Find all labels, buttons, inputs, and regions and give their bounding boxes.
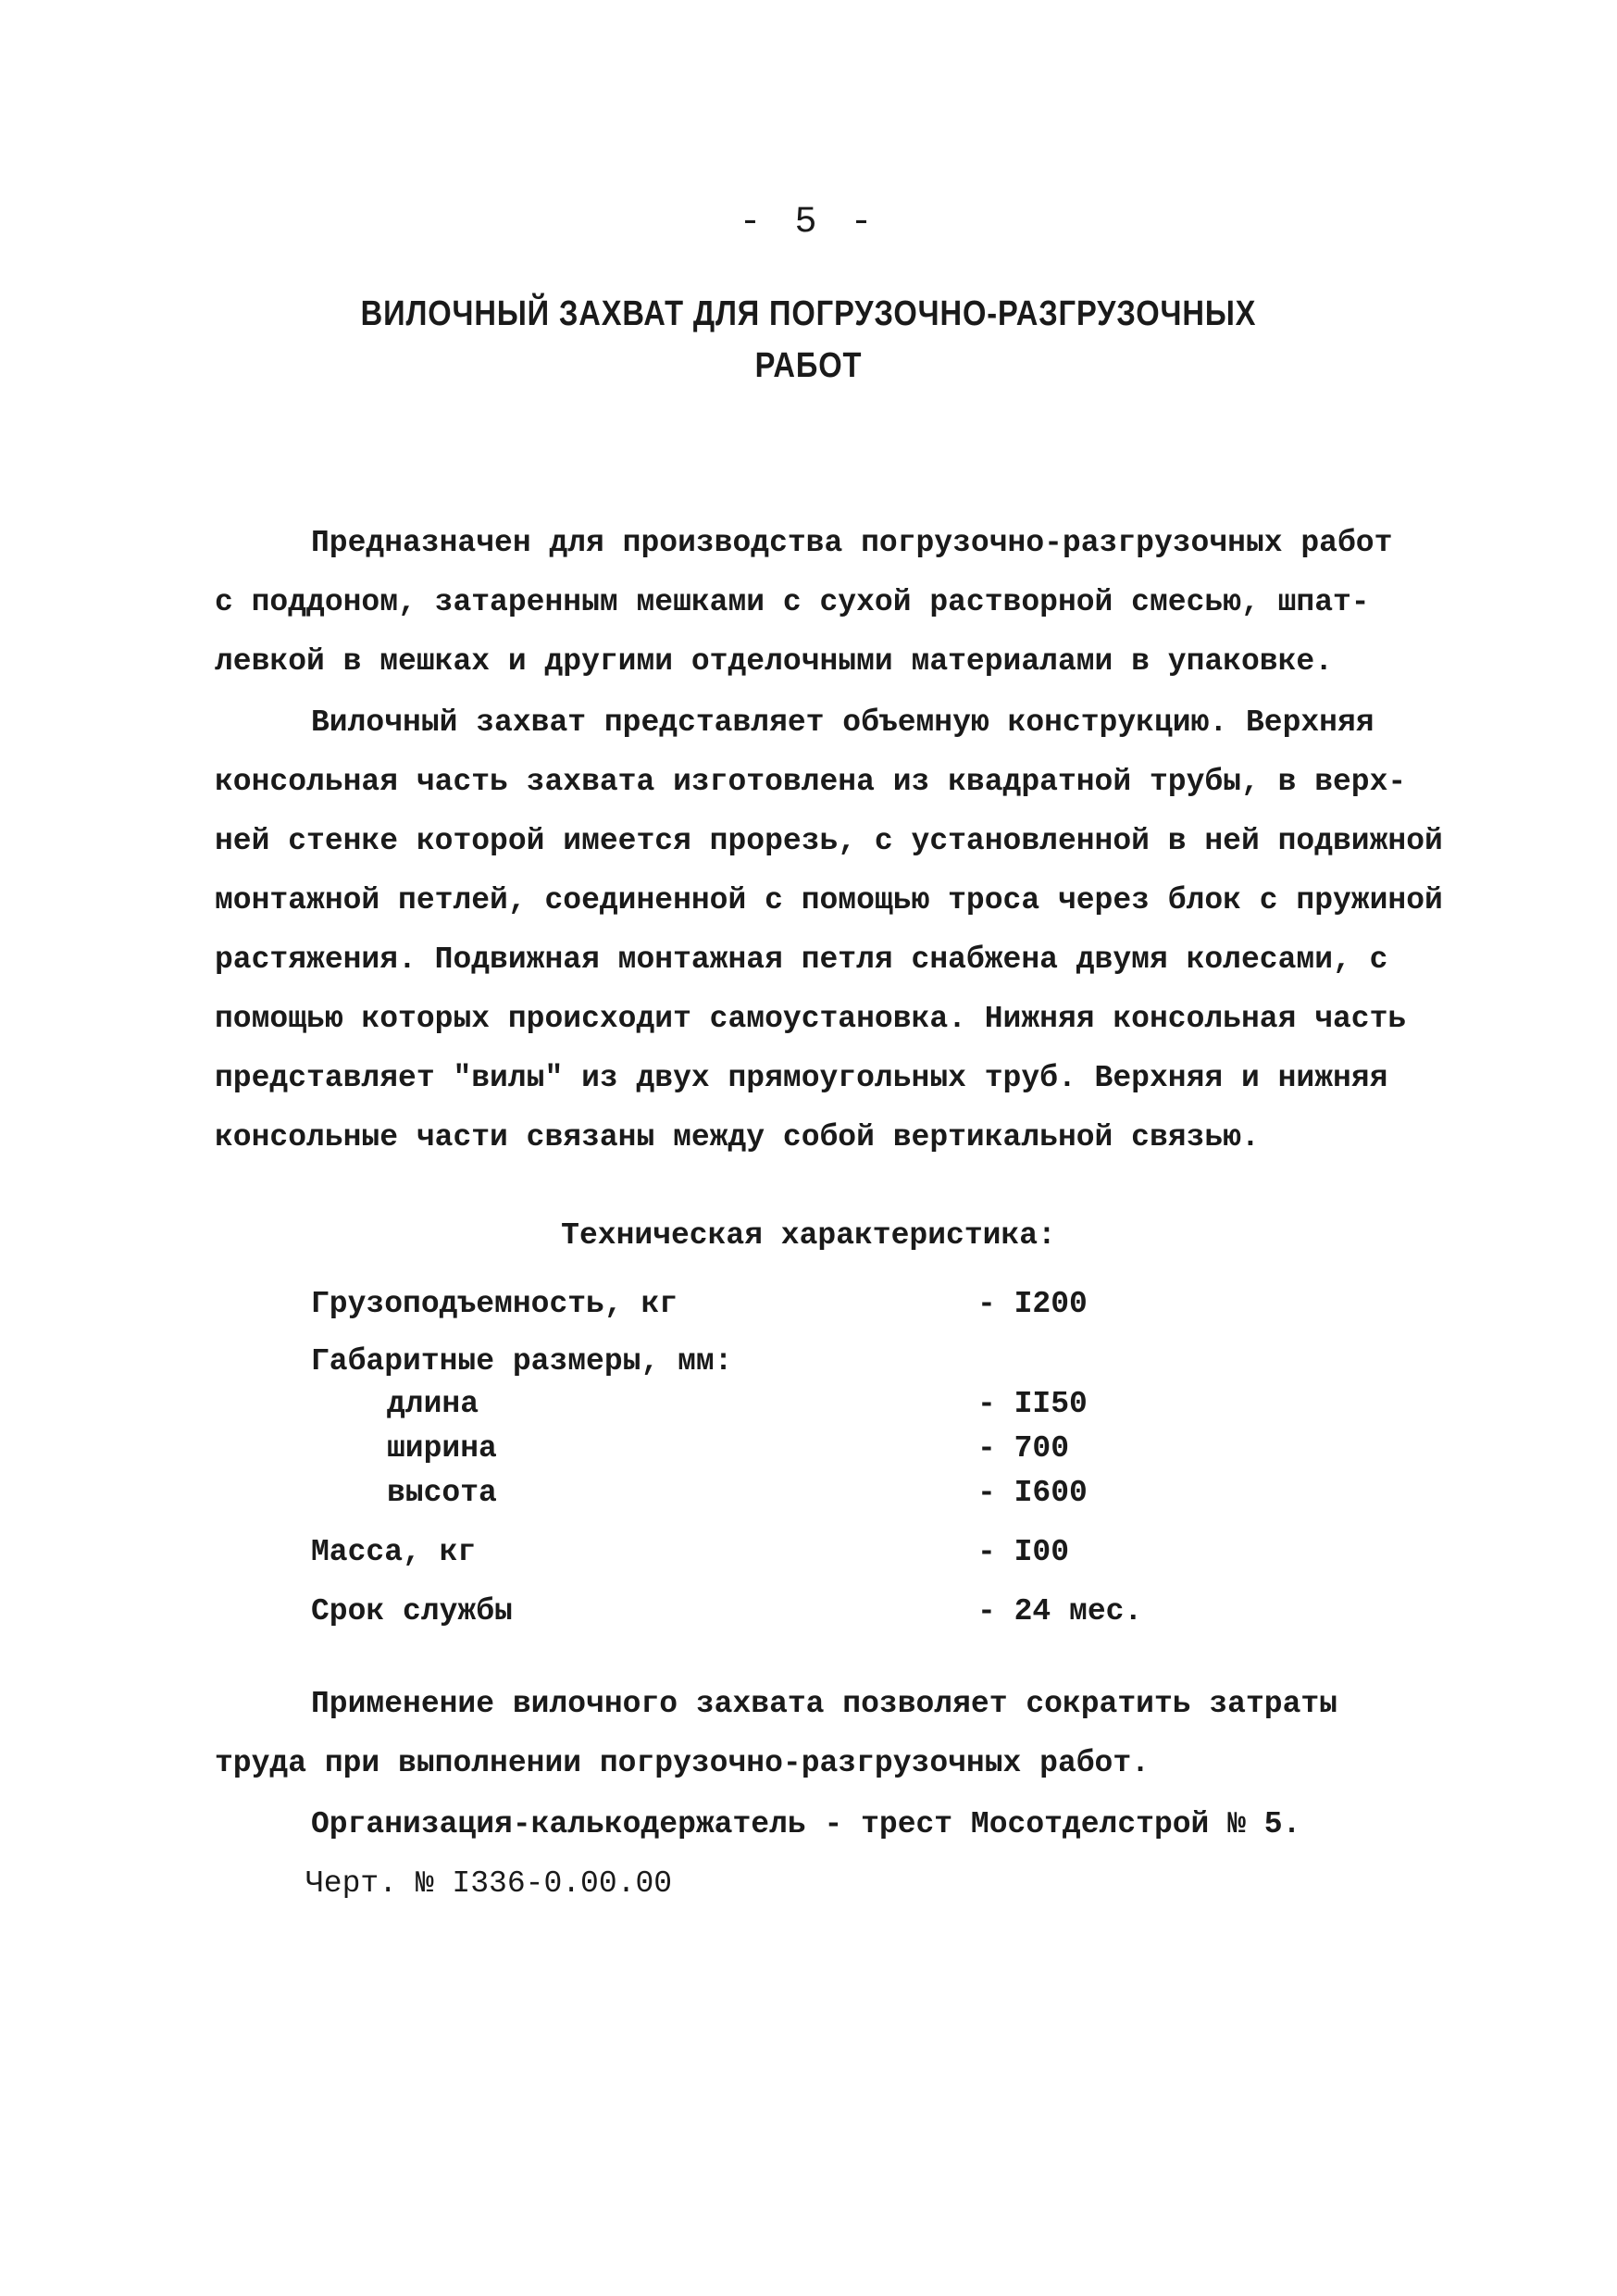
spec-service-label: Срок службы: [311, 1594, 513, 1628]
organization-line: Организация-калькодержатель - трест Мосотделстрой № 5.: [311, 1807, 1301, 1841]
spec-length-label: длина: [387, 1387, 479, 1421]
conclusion-line: Применение вилочного захвата позволяет сократить затраты: [311, 1687, 1337, 1721]
intro-line: с поддоном, затаренным мешками с сухой растворной смесью, шпат-: [215, 585, 1370, 619]
spec-height-value: - I600: [977, 1476, 1088, 1510]
spec-mass-value: - I00: [977, 1535, 1070, 1569]
description-line: растяжения. Подвижная монтажная петля снабжена двумя колесами, с: [215, 942, 1388, 977]
drawing-number: Черт. № I336-0.00.00: [305, 1866, 673, 1901]
page-number: - 5 -: [739, 202, 878, 243]
description-line: консольные части связаны между собой вертикальной связью.: [215, 1120, 1260, 1154]
conclusion-line: труда при выполнении погрузочно-разгрузочных работ.: [215, 1746, 1150, 1780]
document-title-line-2: РАБОТ: [754, 346, 863, 385]
spec-capacity-label: Грузоподъемность, кг: [311, 1287, 678, 1321]
spec-dimensions-label: Габаритные размеры, мм:: [311, 1344, 733, 1379]
intro-line: Предназначен для производства погрузочно-разгрузочных работ: [311, 526, 1393, 560]
spec-length-value: - II50: [977, 1387, 1088, 1421]
spec-capacity-value: - I200: [977, 1287, 1088, 1321]
description-line: консольная часть захвата изготовлена из квадратной трубы, в верх-: [215, 765, 1407, 799]
spec-service-value: - 24 мес.: [977, 1594, 1143, 1628]
document-title-line-1: ВИЛОЧНЫЙ ЗАХВАТ ДЛЯ ПОГРУЗОЧНО-РАЗГРУЗОЧНЫХ: [360, 294, 1257, 333]
description-line: монтажной петлей, соединенной с помощью троса через блок с пружиной: [215, 883, 1443, 917]
spec-width-value: - 700: [977, 1431, 1070, 1466]
spec-heading: Техническая характеристика:: [561, 1218, 1056, 1253]
description-line: представляет "вилы" из двух прямоугольных труб. Верхняя и нижняя: [215, 1061, 1388, 1095]
description-line: Вилочный захват представляет объемную конструкцию. Верхняя: [311, 705, 1374, 740]
description-line: помощью которых происходит самоустановка. Нижняя консольная часть: [215, 1002, 1407, 1036]
intro-line: левкой в мешках и другими отделочными материалами в упаковке.: [215, 644, 1333, 679]
description-line: ней стенке которой имеется прорезь, с установленной в ней подвижной: [215, 824, 1443, 858]
spec-mass-label: Масса, кг: [311, 1535, 477, 1569]
spec-width-label: ширина: [387, 1431, 497, 1466]
spec-height-label: высота: [387, 1476, 497, 1510]
